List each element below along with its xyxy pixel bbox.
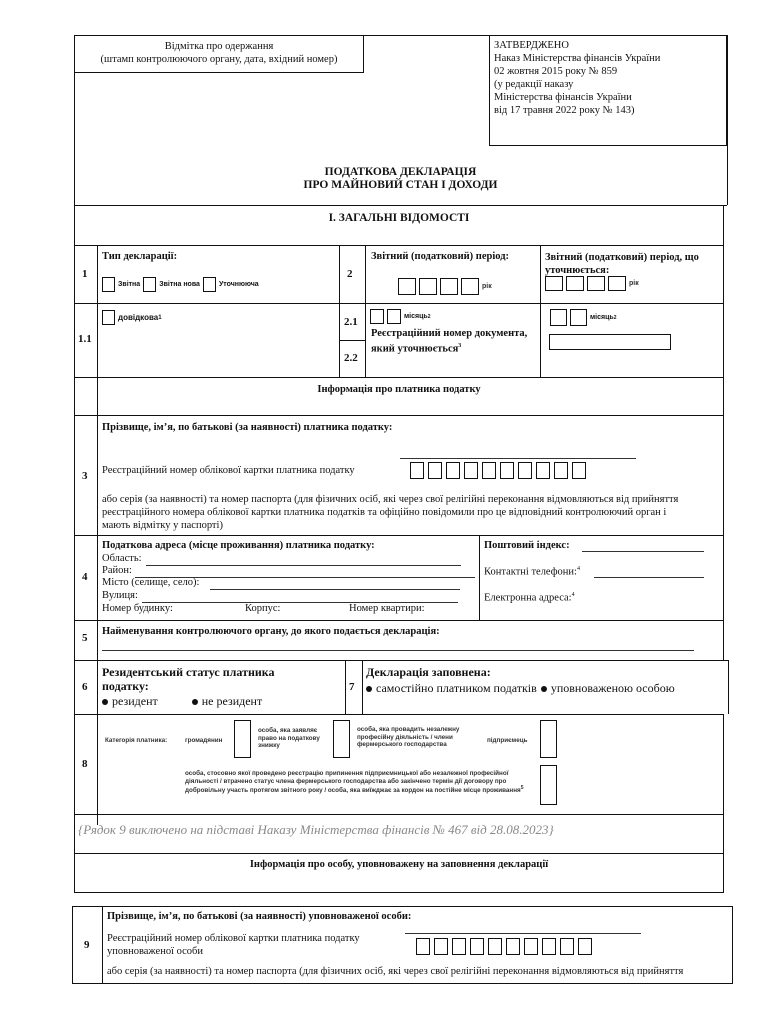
rnokpp-digit[interactable] (572, 462, 586, 479)
city-label: Місто (селище, село): (102, 577, 200, 588)
apartment-field (349, 603, 425, 614)
row22-number: 2.2 (344, 352, 358, 364)
self-filled-label: самостійно платником податків (376, 681, 537, 695)
row8-number: 8 (82, 758, 88, 770)
year-digit-2[interactable] (419, 278, 437, 295)
phones-footnote: 4 (576, 566, 580, 572)
reg-doc-number-input[interactable] (549, 334, 671, 350)
year-digit-1[interactable] (398, 278, 416, 295)
postal-code-line[interactable] (582, 551, 704, 552)
rnokpp-digit[interactable] (536, 462, 550, 479)
authorized-rnokpp-line1: Реєстраційний номер облікової картки платника податку (107, 933, 360, 944)
house-label: Номер будинку: (102, 603, 173, 614)
clarified-month-boxes (550, 309, 617, 326)
hline-section1-top (74, 205, 727, 206)
clarified-month-footnote: 2 (613, 314, 617, 321)
citizen-checkbox[interactable] (234, 720, 251, 758)
authorized-rnokpp-digit[interactable] (542, 938, 556, 955)
terminated-footnote: 5 (520, 785, 524, 792)
rnokpp-digit[interactable] (554, 462, 568, 479)
region-field (102, 553, 142, 565)
authority-label: Найменування контролюючого органу, до якого подається декларація: (102, 626, 440, 637)
authorized-rnokpp-digit[interactable] (506, 938, 520, 955)
document-title (74, 166, 727, 192)
entrepreneur-label: підприємець (487, 737, 528, 744)
phones-field (484, 566, 580, 578)
hline-row1-top (74, 245, 724, 246)
row4-number: 4 (82, 571, 88, 583)
reference-option (102, 310, 162, 325)
district-field (102, 565, 132, 577)
hline-payer-info-top (74, 377, 724, 378)
phones-line[interactable] (594, 577, 704, 578)
reg-doc-label (371, 327, 536, 356)
category-label: Категорія платника: (105, 737, 168, 744)
resident-radio[interactable] (102, 699, 108, 705)
clarified-year-digit-4[interactable] (608, 276, 626, 291)
hline-excluded-top (74, 814, 724, 815)
approved-line5: від 17 травня 2022 року № 143) (494, 105, 635, 116)
row9-number: 9 (84, 939, 90, 951)
filled-by-label: Декларація заповнена: (366, 665, 491, 679)
vline-col3 (540, 245, 541, 377)
payer-name-label: Прізвище, ім’я, по батькові (за наявності) платника податку: (102, 422, 393, 433)
independent-label: особа, яка провадить незалежну професійну діяльність / члени фермерського господарства (357, 726, 460, 749)
approved-line2: 02 жовтня 2015 року № 859 (494, 66, 618, 77)
terminated-label (185, 770, 525, 795)
row1-number: 1 (82, 268, 88, 280)
row6-number: 6 (82, 681, 88, 693)
document-title-line1: ПОДАТКОВА ДЕКЛАРАЦІЯ (324, 166, 477, 178)
email-field (484, 592, 575, 604)
authorized-passport-text: або серія (за наявності) та номер паспорта (для фізичних осіб, які через свої релігійні переконання відмовляються від прийняття (107, 966, 684, 977)
building-field (245, 603, 280, 614)
approved-line4: Міністерства фінансів України (494, 92, 632, 103)
non-resident-label: не резидент (201, 694, 263, 708)
month-digit-1[interactable] (370, 309, 384, 324)
rnokpp-label: Реєстраційний номер облікової картки платника податку (102, 465, 355, 476)
hline-row6-top (74, 660, 728, 661)
stamp-line2: (штамп контролюючого органу, дата, вхідний номер) (100, 54, 338, 65)
hline-auth-info-top (74, 853, 724, 854)
vline-col2-num-right (365, 245, 366, 377)
type-new-report-label: Звітна нова (159, 281, 200, 288)
type-new-report-checkbox[interactable] (143, 277, 156, 292)
type-report-checkbox[interactable] (102, 277, 115, 292)
entrepreneur-checkbox[interactable] (540, 720, 557, 758)
month-label: місяць (404, 313, 428, 320)
rnokpp-digit[interactable] (500, 462, 514, 479)
rnokpp-top-line (400, 458, 636, 459)
resident-label: резидент (112, 694, 158, 708)
citizen-label: громадянин (185, 737, 223, 744)
building-label: Корпус: (245, 603, 281, 614)
hline-row3-top (74, 415, 724, 416)
street-label: Вулиця: (102, 590, 138, 601)
authorized-rnokpp-digit[interactable] (416, 938, 430, 955)
reg-doc-text: Реєстраційний номер документа, який уточнюється (371, 328, 528, 355)
authorized-rnokpp-digit[interactable] (578, 938, 592, 955)
authorized-name-label: Прізвище, ім’я, по батькові (за наявності) уповноваженої особи: (107, 911, 412, 922)
type-reference-footnote: 1 (158, 314, 162, 321)
stamp-line1: Відмітка про одержання (164, 41, 274, 52)
resident-options (102, 694, 262, 709)
authorized-rnokpp-digit[interactable] (488, 938, 502, 955)
reg-doc-footnote: 3 (458, 343, 462, 349)
month-boxes (370, 309, 431, 324)
authorized-rnokpp-digit[interactable] (452, 938, 466, 955)
clarified-year-digit-2[interactable] (566, 276, 584, 291)
terminated-checkbox[interactable] (540, 765, 557, 805)
passport-text: або серія (за наявності) та номер паспорта (для фізичних осіб, які через свої релігійні переконання відмовляються від прийняття реєстраційного номера облікової картки платника податків та офіційно повідомили про це відповідний контролюючий орган і мають відмітку у паспорті) (102, 494, 679, 531)
filled-by-options (366, 681, 675, 696)
month-footnote: 2 (427, 313, 431, 320)
authorized-rnokpp-top-line (405, 933, 641, 934)
rnokpp-digit[interactable] (482, 462, 496, 479)
region-label: Область: (102, 553, 142, 564)
email-label: Електронна адреса: (484, 592, 572, 604)
row3-number: 3 (82, 470, 88, 482)
authorized-rnokpp-digit[interactable] (470, 938, 484, 955)
resident-status-label: Резидентський статус платника податку: (102, 665, 275, 693)
street-field (102, 590, 138, 602)
vline-num-col-lower (97, 656, 98, 825)
email-footnote: 4 (571, 592, 575, 598)
row7-number: 7 (349, 681, 355, 693)
tax-address-label: Податкова адреса (місце проживання) платника податку: (102, 540, 375, 551)
house-field (102, 603, 173, 614)
tax-benefit-label: особа, яка заявляє право на податкову знижку (258, 727, 320, 750)
row1-label: Тип декларації: (102, 251, 178, 262)
authorized-filled-label: уповноваженою особою (550, 681, 675, 695)
year-digit-3[interactable] (440, 278, 458, 295)
row2-number: 2 (347, 268, 353, 280)
type-clarifying-label: Уточнююча (218, 281, 259, 288)
type-report-label: Звітна (118, 281, 141, 288)
declaration-type-options (102, 277, 259, 292)
row11-number: 1.1 (78, 333, 92, 345)
authorized-rnokpp-digit[interactable] (560, 938, 574, 955)
hline-row5-top (74, 620, 724, 621)
clarified-year-boxes (545, 276, 639, 291)
clarified-month-digit-2[interactable] (570, 309, 587, 326)
year-digit-4[interactable] (461, 278, 479, 295)
period-year-boxes (398, 278, 492, 295)
stamp-text (74, 40, 364, 66)
clarified-month-label: місяць (590, 314, 614, 321)
region-line (146, 565, 461, 566)
terminated-text: особа, стосовно якої проведено реєстрацію припинення підприємницької або незалежної професійної діяльності / втрачено статус члена фермерського господарства або закінчено термін дії договору про добровільну участь протягом звітного року / особа, яка виїжджає за кордон на постійне місце проживання (185, 770, 521, 795)
authorized-filled-radio[interactable] (541, 686, 547, 692)
hline-row11-top (74, 303, 724, 304)
approved-line3: (у редакції наказу (494, 79, 574, 90)
hline-row22-top (339, 340, 365, 341)
phones-label: Контактні телефони: (484, 566, 577, 578)
apartment-label: Номер квартири: (349, 603, 425, 614)
self-filled-radio[interactable] (366, 686, 372, 692)
city-field (102, 577, 199, 589)
authorized-info-title: Інформація про особу, уповноважену на заповнення декларації (249, 859, 549, 870)
approved-title: ЗАТВЕРДЖЕНО (494, 40, 569, 51)
clarified-month-digit-1[interactable] (550, 309, 567, 326)
row9-excluded-note: {Рядок 9 виключено на підставі Наказу Міністерства фінансів № 467 від 28.08.2023} (78, 822, 554, 837)
section1-title: І. ЗАГАЛЬНІ ВІДОМОСТІ (328, 212, 470, 224)
frame-right-mid (723, 205, 724, 660)
vline-num-col (97, 245, 98, 656)
type-clarifying-checkbox[interactable] (203, 277, 216, 292)
rnokpp-digit[interactable] (464, 462, 478, 479)
row9-num-divider (102, 906, 103, 984)
clarified-year-digit-1[interactable] (545, 276, 563, 291)
authorized-rnokpp-line2: уповноваженої особи (107, 946, 203, 957)
frame-bottom (74, 892, 724, 893)
authorized-rnokpp-digit[interactable] (434, 938, 448, 955)
rnokpp-digit[interactable] (410, 462, 424, 479)
hline-row4-top (74, 535, 724, 536)
city-line (210, 589, 460, 590)
vline-row4-split (479, 535, 480, 620)
rnokpp-digit[interactable] (428, 462, 442, 479)
frame-right-row6 (728, 660, 729, 714)
vline-row7-right (362, 660, 363, 714)
type-reference-label: довідкова (118, 313, 159, 322)
clarified-period-label: Звітний (податковий) період, що уточнюється: (545, 252, 699, 276)
non-resident-radio[interactable] (192, 699, 198, 705)
authorized-rnokpp-boxes (416, 938, 596, 955)
authorized-rnokpp-label (107, 932, 360, 958)
payer-info-title: Інформація про платника податку (317, 384, 481, 395)
district-label: Район: (102, 565, 132, 576)
month-digit-2[interactable] (387, 309, 401, 324)
row5-number: 5 (82, 632, 88, 644)
authority-line[interactable] (102, 650, 694, 651)
frame-left (74, 35, 75, 893)
rnokpp-boxes (410, 462, 590, 479)
postal-code-label: Поштовий індекс: (484, 540, 570, 551)
approved-text (494, 39, 724, 117)
frame-right-top (727, 35, 728, 205)
clarified-year-label: рік (629, 280, 639, 287)
rnokpp-digit[interactable] (518, 462, 532, 479)
vline-col2-num-left (339, 245, 340, 377)
hline-row8-top (74, 714, 724, 715)
type-reference-checkbox[interactable] (102, 310, 115, 325)
rnokpp-digit[interactable] (446, 462, 460, 479)
approved-line1: Наказ Міністерства фінансів України (494, 53, 661, 64)
row21-number: 2.1 (344, 316, 358, 328)
vline-row7-left (345, 660, 346, 714)
tax-benefit-checkbox[interactable] (333, 720, 350, 758)
document-title-line2: ПРО МАЙНОВИЙ СТАН І ДОХОДИ (303, 179, 498, 191)
clarified-year-digit-3[interactable] (587, 276, 605, 291)
period-label: Звітний (податковий) період: (371, 251, 510, 262)
authorized-rnokpp-digit[interactable] (524, 938, 538, 955)
year-label: рік (482, 283, 492, 290)
